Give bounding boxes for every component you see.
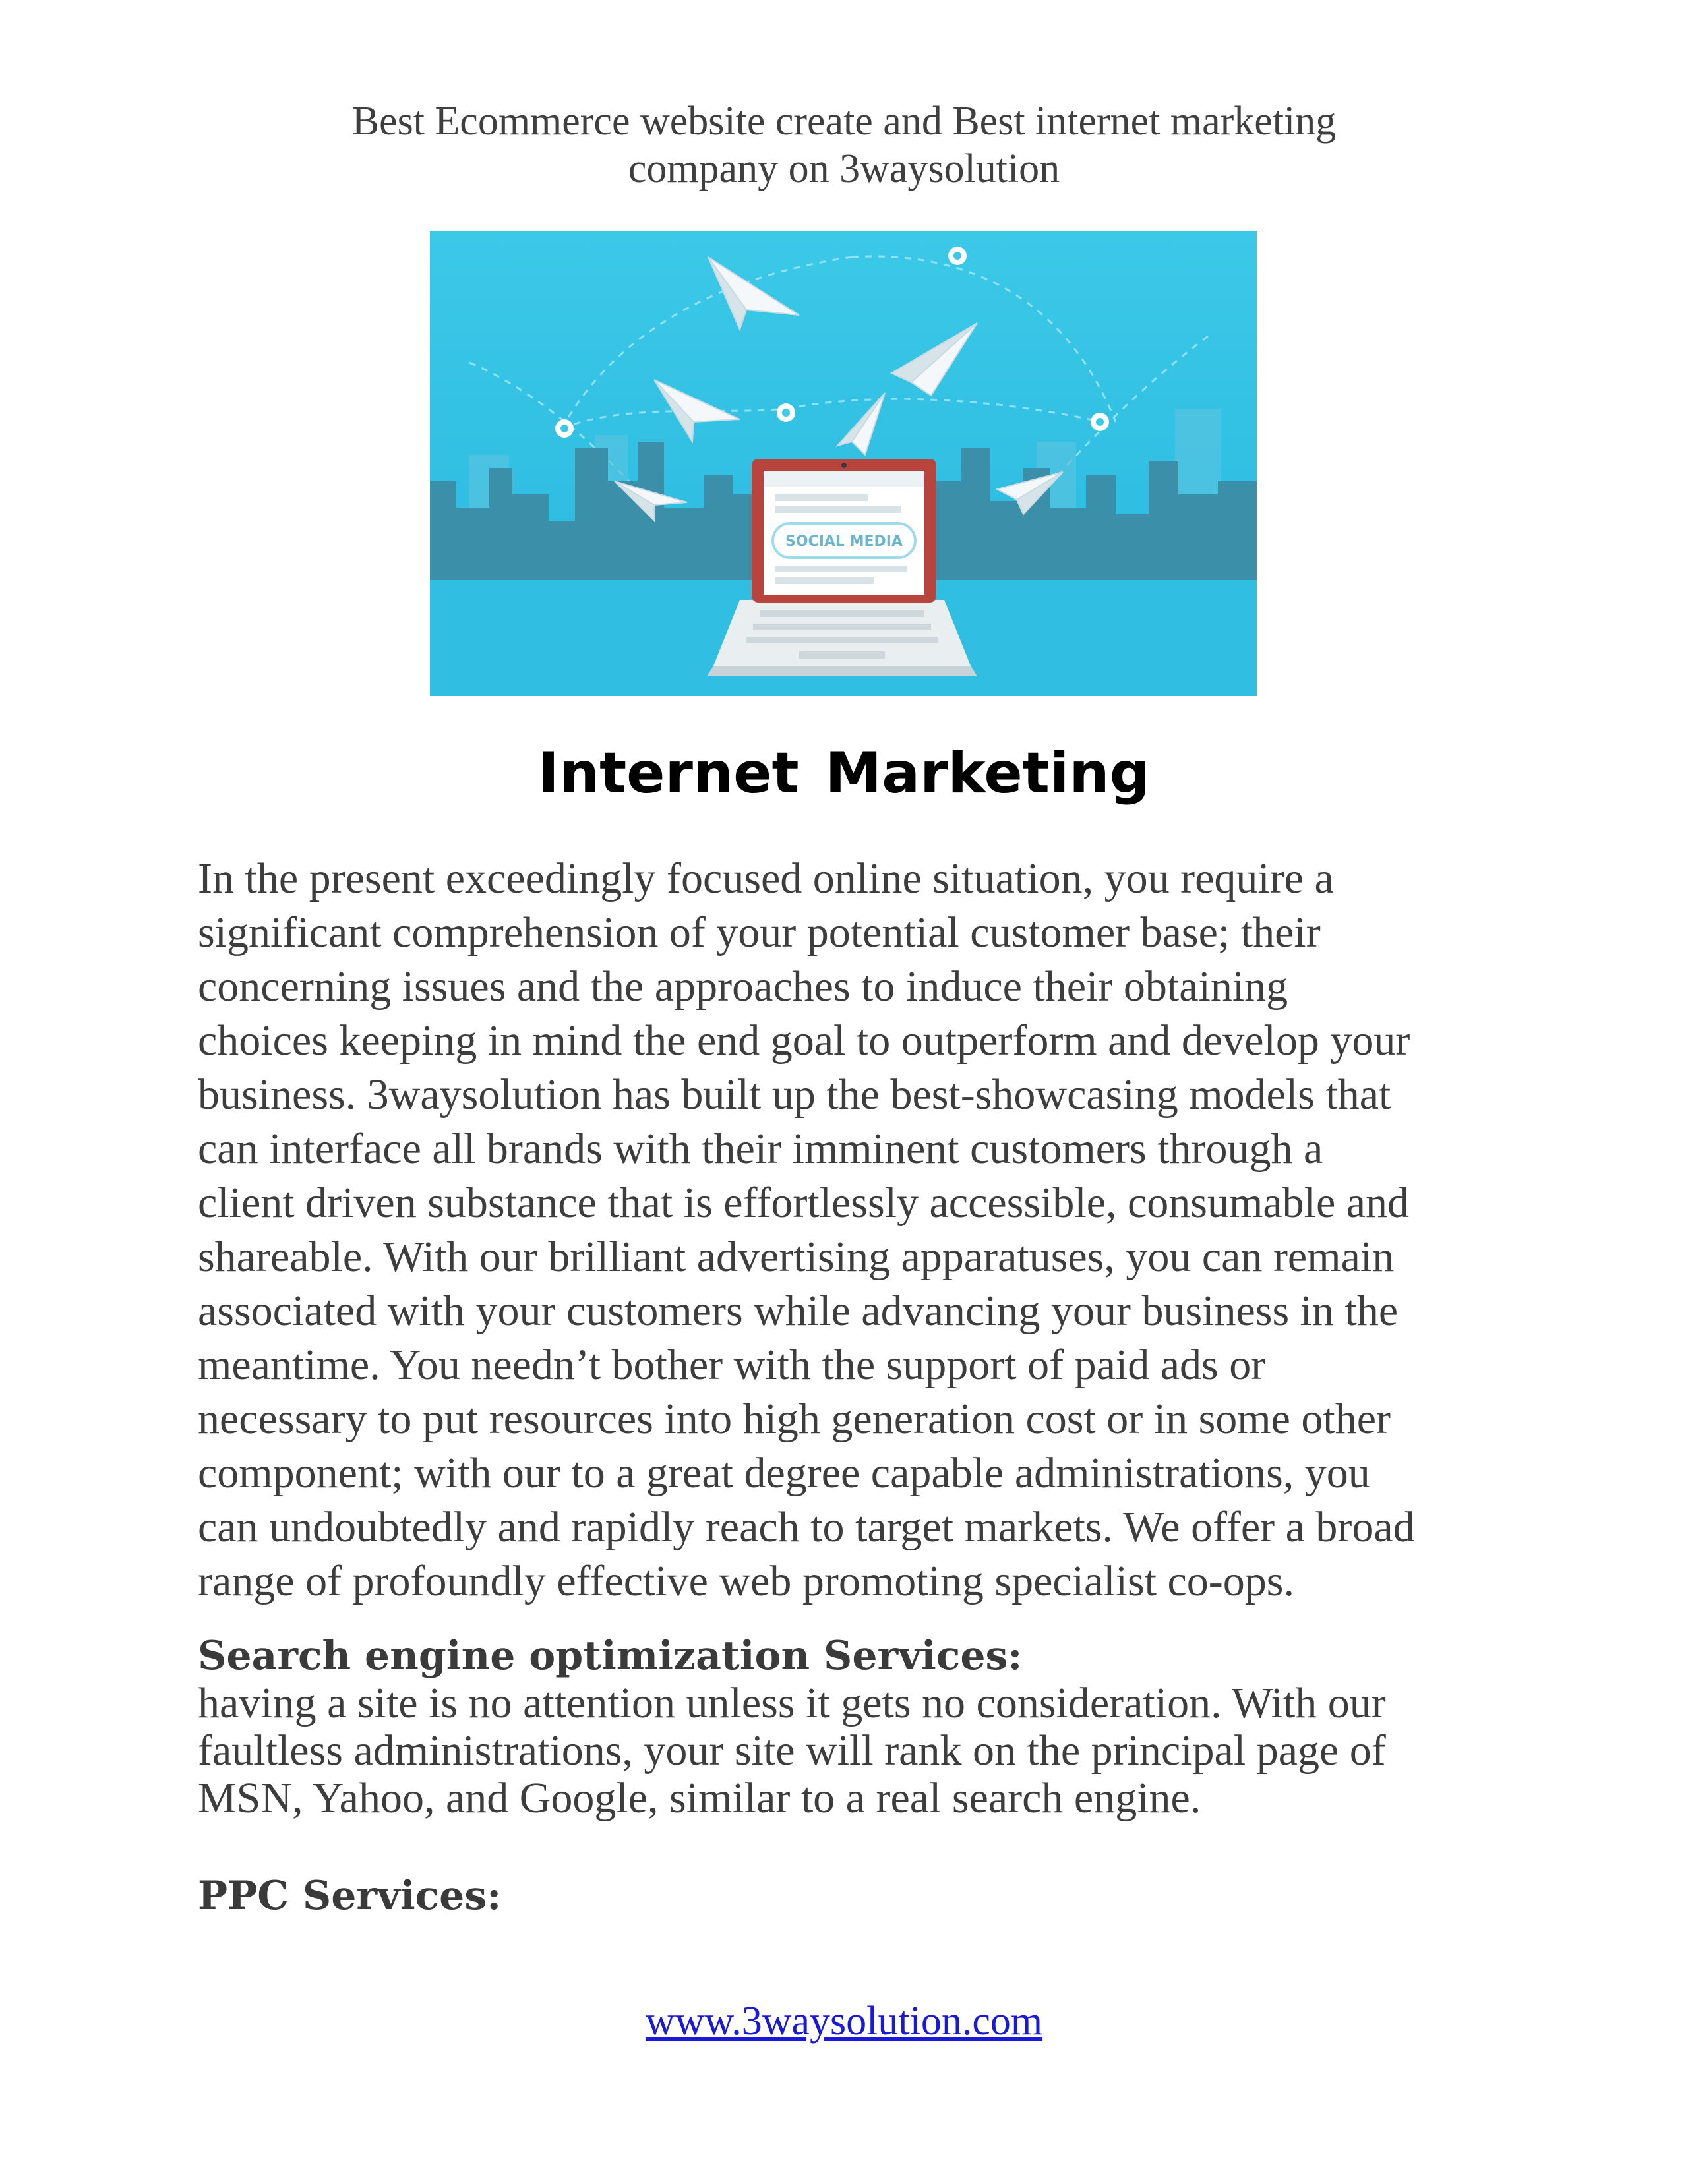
intro-line: associated with your customers while advancing your business in the <box>198 1287 1399 1335</box>
intro-line: business. 3waysolution has built up the best-showcasing models that <box>198 1071 1391 1119</box>
intro-paragraph <box>198 852 1503 1608</box>
intro-line: significant comprehension of your potential customer base; their <box>198 908 1321 957</box>
seo-line: having a site is no attention unless it gets no consideration. With our <box>198 1679 1386 1727</box>
header-line-2: company on 3waysolution <box>628 146 1060 191</box>
seo-section <box>198 1632 1503 1822</box>
intro-line: concerning issues and the approaches to induce their obtaining <box>198 962 1288 1011</box>
intro-line: In the present exceedingly focused online situation, you require a <box>198 854 1334 902</box>
social-media-illustration <box>430 231 1257 696</box>
seo-line: faultless administrations, your site will rank on the principal page of <box>198 1727 1386 1775</box>
ppc-section-title: PPC Services: <box>198 1873 502 1919</box>
hero-image <box>430 231 1257 696</box>
document-header <box>0 98 1688 192</box>
intro-line: choices keeping in mind the end goal to outperform and develop your <box>198 1017 1410 1065</box>
intro-line: meantime. You needn’t bother with the support of paid ads or <box>198 1341 1266 1389</box>
intro-line: shareable. With our brilliant advertising apparatuses, you can remain <box>198 1233 1395 1281</box>
header-line-1: Best Ecommerce website create and Best internet marketing <box>351 99 1337 144</box>
intro-line: can undoubtedly and rapidly reach to target markets. We offer a broad <box>198 1503 1415 1551</box>
footer <box>0 1996 1688 2046</box>
intro-line: client driven substance that is effortlessly accessible, consumable and <box>198 1179 1410 1227</box>
seo-line: MSN, Yahoo, and Google, similar to a real search engine. <box>198 1774 1201 1822</box>
page-title: Internet Marketing <box>537 740 1151 806</box>
seo-section-title: Search engine optimization Services: <box>198 1633 1023 1679</box>
intro-line: range of profoundly effective web promoting specialist co-ops. <box>198 1557 1294 1605</box>
intro-line: can interface all brands with their imminent customers through a <box>198 1125 1323 1173</box>
website-link[interactable]: www.3waysolution.com <box>645 1999 1043 2044</box>
laptop-screen-text: SOCIAL MEDIA <box>785 533 903 550</box>
intro-line: necessary to put resources into high generation cost or in some other <box>198 1395 1391 1443</box>
intro-line: component; with our to a great degree capable administrations, you <box>198 1449 1370 1497</box>
